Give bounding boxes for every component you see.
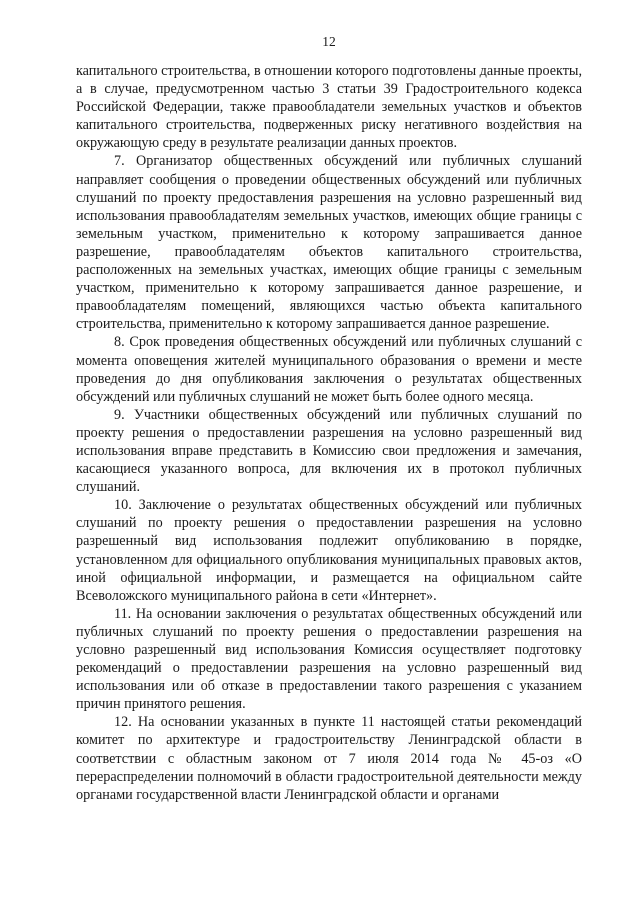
paragraph-item-8: 8. Срок проведения общественных обсуждений или публичных слушаний с момента оповещения жителей муниципального образования о времени и месте проведения до дня опубликования заключения о результатах общественных обсуждений или публичных слушаний не может быть более одного месяца.: [76, 334, 582, 405]
paragraph-item-7: 7. Организатор общественных обсуждений или публичных слушаний направляет сообщения о проведении общественных обсуждений или публичных слушаний по проекту предоставления разрешения на условно разрешенный вид использования правообладателям земельных участков, имеющих общие границы с земельным участком, применительно к которому запрашивается данное разрешение, правообладателям объектов капитального строительства, расположенных на земельных участках, имеющих общие границы с земельным участком, применительно к которому запрашивается данное разрешение, и правообладателям помещений, являющихся частью объекта капитального строительства, применительно к которому запрашивается данное разрешение.: [76, 153, 582, 333]
paragraph-item-11: 11. На основании заключения о результатах общественных обсуждений или публичных слушаний по проекту решения о предоставлении разрешения на условно разрешенный вид использования Комиссия осуществляет подготовку рекомендаций о предоставлении разрешения на условно разрешенный вид использования или об отказе в предоставлении такого разрешения с указанием причин принятого решения.: [76, 605, 582, 713]
document-page: [76, 34, 582, 804]
paragraph-item-9: 9. Участники общественных обсуждений или публичных слушаний по проекту решения о предоставлении разрешения на условно разрешенный вид использования вправе представить в Комиссию свои предложения и замечания, касающиеся указанного вопроса, для включения их в протокол публичных слушаний.: [76, 406, 582, 496]
page-number: 12: [322, 34, 336, 49]
paragraph-item-10: 10. Заключение о результатах общественных обсуждений или публичных слушаний по проекту решения о предоставлении разрешения на условно разрешенный вид использования подлежит опубликованию в порядке, установленном для официального опубликования муниципальных правовых актов, иной официальной информации, и размещается на официальном сайте Всеволожского муниципального района в сети «Интернет».: [76, 497, 582, 604]
paragraph-continuation: капитального строительства, в отношении которого подготовлены данные проекты, а в случае, предусмотренном частью 3 статьи 39 Градостроительного кодекса Российской Федерации, также правообладатели земельных участков и объектов капитального строительства, подверженных риску негативного воздействия на окружающую среду в результате реализации данных проектов.: [76, 63, 582, 152]
paragraph-item-12: 12. На основании указанных в пункте 11 настоящей статьи рекомендаций комитет по архитектуре и градостроительству Ленинградской области в соответствии с областным законом от 7 июля 2014 года № 45-оз «О перераспределении полномочий в области градостроительной деятельности между органами государственной власти Ленинградской области и органами: [76, 714, 582, 803]
